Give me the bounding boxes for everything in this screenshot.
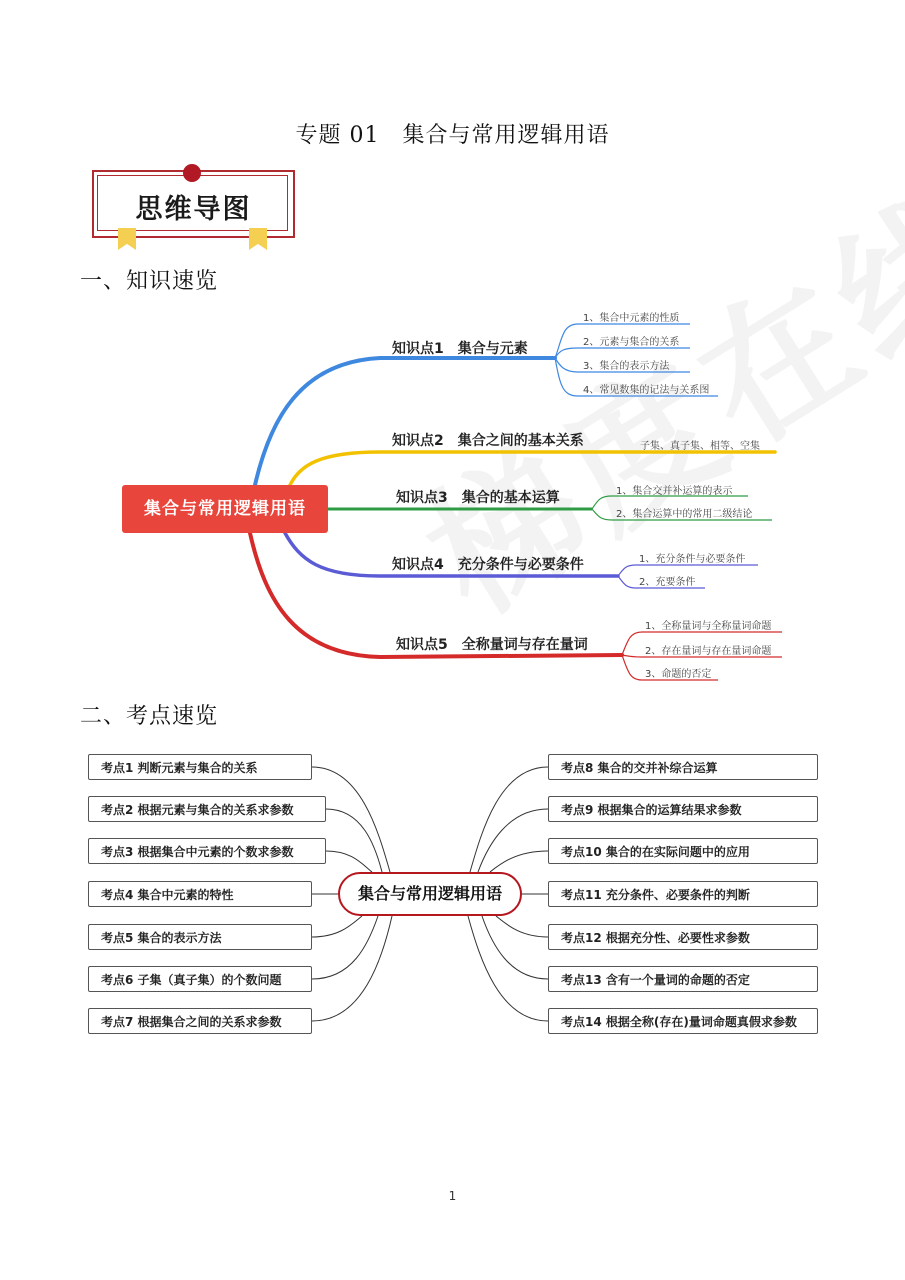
knowledge-branch-5: 知识点5 全称量词与存在量词 xyxy=(396,637,588,653)
badge-pin-icon xyxy=(183,164,201,182)
exam-point-2: 考点2 根据元素与集合的关系求参数 xyxy=(88,796,326,822)
exam-point-7: 考点7 根据集合之间的关系求参数 xyxy=(88,1008,312,1034)
exam-point-5: 考点5 集合的表示方法 xyxy=(88,924,312,950)
document-title: 专题 01 集合与常用逻辑用语 xyxy=(295,123,610,148)
knowledge-item: 3、集合的表示方法 xyxy=(583,361,670,372)
page-number: 1 xyxy=(448,1189,457,1203)
exam-point-3: 考点3 根据集合中元素的个数求参数 xyxy=(88,838,326,864)
knowledge-map-center: 集合与常用逻辑用语 xyxy=(122,485,328,533)
knowledge-item: 1、集合交并补运算的表示 xyxy=(616,486,733,497)
ribbon-right-icon xyxy=(249,228,267,250)
knowledge-item: 2、元素与集合的关系 xyxy=(583,337,680,348)
exam-point-8: 考点8 集合的交并补综合运算 xyxy=(548,754,818,780)
knowledge-branch-3: 知识点3 集合的基本运算 xyxy=(396,490,560,506)
knowledge-item: 2、集合运算中的常用二级结论 xyxy=(616,509,753,520)
exam-point-4: 考点4 集合中元素的特性 xyxy=(88,881,312,907)
knowledge-item: 2、充要条件 xyxy=(639,577,696,588)
exam-map-center: 集合与常用逻辑用语 xyxy=(338,872,522,916)
badge-label: 思维导图 xyxy=(135,194,252,225)
exam-point-14: 考点14 根据全称(存在)量词命题真假求参数 xyxy=(548,1008,818,1034)
exam-point-11: 考点11 充分条件、必要条件的判断 xyxy=(548,881,818,907)
exam-point-9: 考点9 根据集合的运算结果求参数 xyxy=(548,796,818,822)
section-heading-exam: 二、考点速览 xyxy=(80,704,219,729)
mind-map-badge xyxy=(92,170,295,240)
knowledge-item: 3、命题的否定 xyxy=(645,669,712,680)
exam-point-12: 考点12 根据充分性、必要性求参数 xyxy=(548,924,818,950)
knowledge-branch-1: 知识点1 集合与元素 xyxy=(392,341,528,357)
knowledge-item: 1、集合中元素的性质 xyxy=(583,313,680,324)
knowledge-item: 1、充分条件与必要条件 xyxy=(639,554,746,565)
exam-point-13: 考点13 含有一个量词的命题的否定 xyxy=(548,966,818,992)
exam-point-10: 考点10 集合的在实际问题中的应用 xyxy=(548,838,818,864)
exam-point-1: 考点1 判断元素与集合的关系 xyxy=(88,754,312,780)
ribbon-left-icon xyxy=(118,228,136,250)
exam-point-6: 考点6 子集（真子集）的个数问题 xyxy=(88,966,312,992)
knowledge-item: 2、存在量词与存在量词命题 xyxy=(645,646,772,657)
knowledge-branch-4: 知识点4 充分条件与必要条件 xyxy=(392,557,584,573)
section-heading-knowledge: 一、知识速览 xyxy=(80,269,219,294)
knowledge-item: 4、常见数集的记法与关系图 xyxy=(583,385,710,396)
knowledge-item: 1、全称量词与全称量词命题 xyxy=(645,621,772,632)
knowledge-branch-2: 知识点2 集合之间的基本关系 xyxy=(392,433,584,449)
knowledge-item: 子集、真子集、相等、空集 xyxy=(640,441,760,452)
